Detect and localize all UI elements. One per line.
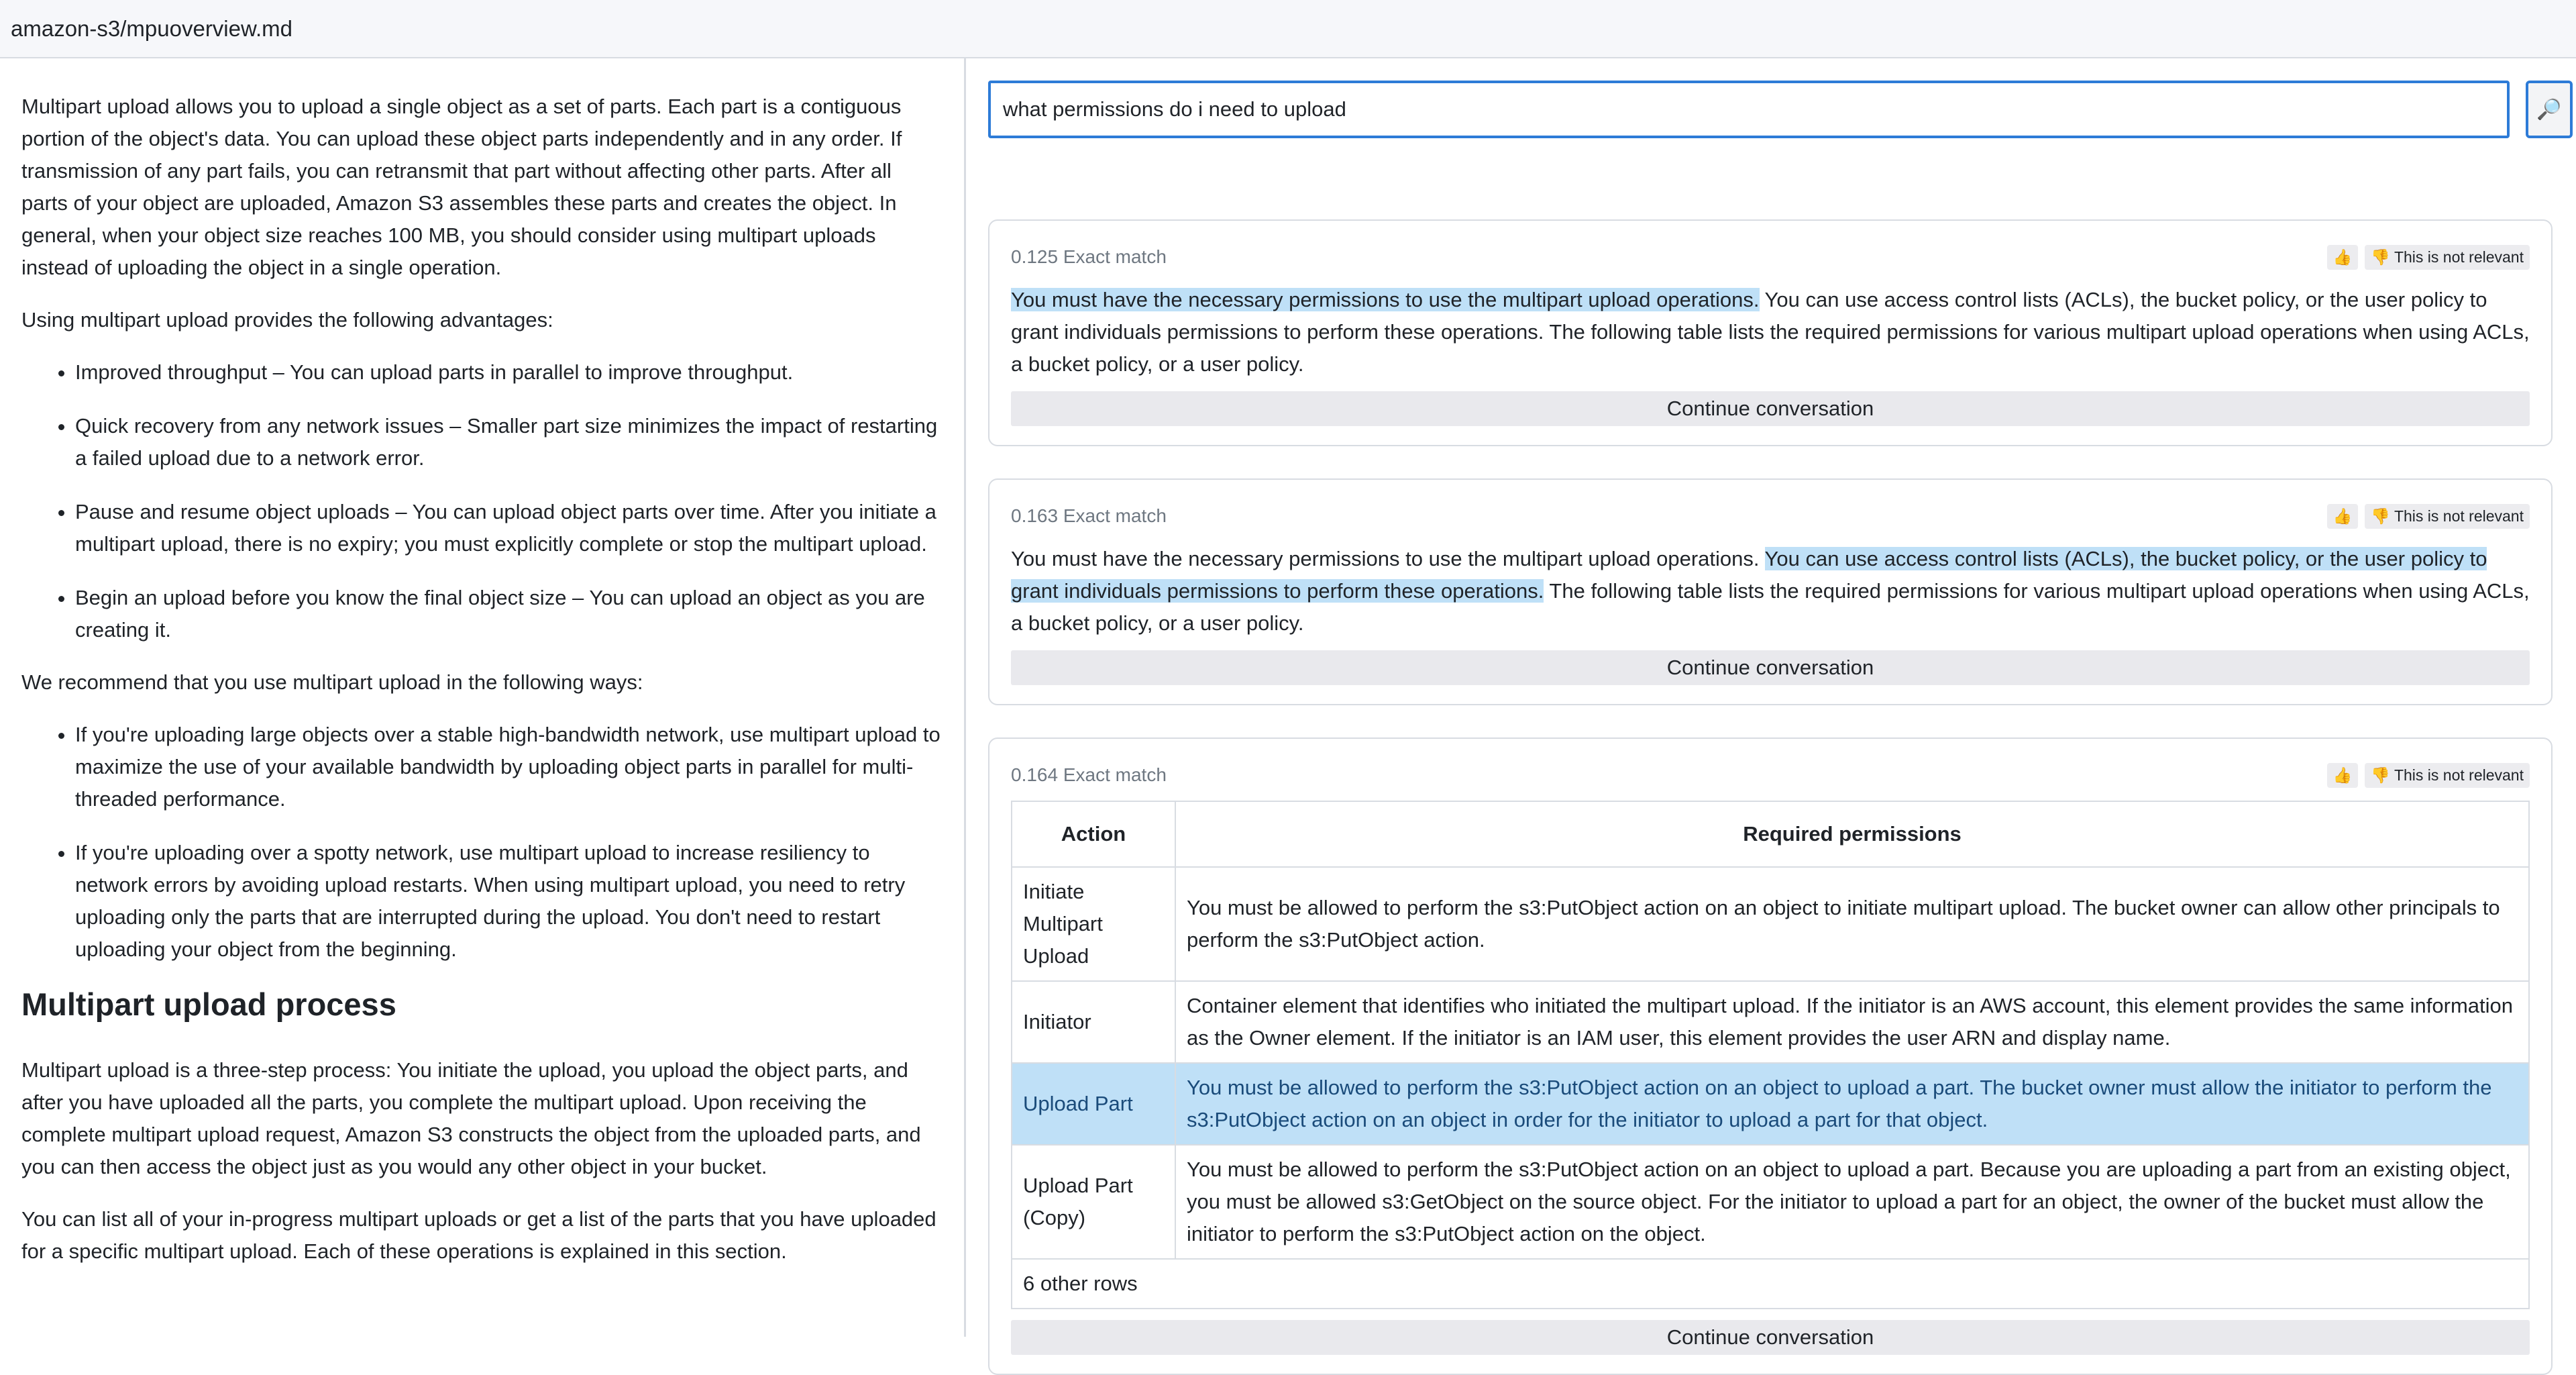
result-text-after: The following table lists the required permissions for various multipart upload operations when using ACLs, a bucket policy, or a user policy. (1011, 579, 2530, 635)
feedback-buttons (2327, 245, 2530, 270)
result-card (988, 737, 2553, 1375)
action-cell: Initiate Multipart Upload (1012, 867, 1175, 981)
permission-cell: You must be allowed to perform the s3:PutObject action on an object to upload a part. Because you are uploading a part from an existing object, you must be allowed s3:GetObject on the source object. For the initiator to upload a part for an object, the owner of the bucket must allow the initiator to perform the s3:PutObject action on the object. (1175, 1145, 2529, 1259)
column-header: Required permissions (1175, 801, 2529, 867)
continue-conversation-button[interactable]: Continue conversation (1011, 1320, 2530, 1355)
advantages-list (21, 356, 943, 646)
title-bar (0, 0, 2576, 58)
list-item: • Improved throughput – You can upload parts in parallel to improve throughput. (75, 356, 943, 389)
highlighted-match: You must have the necessary permissions to use the multipart upload operations. (1011, 288, 1760, 311)
other-rows-row[interactable] (1012, 1259, 2529, 1309)
highlighted-match: You can use access control lists (ACLs), the bucket policy, or the user policy to grant individuals permissions to perform these operations. (1011, 547, 2487, 603)
action-cell: Initiator (1012, 981, 1175, 1063)
list-item: • If you're uploading over a spotty network, use multipart upload to increase resiliency to network errors by avoiding upload restarts. When using multipart upload, you need to retry uploading only the parts that are interrupted during the upload. You don't need to restart uploading your object from the beginning. (75, 837, 943, 966)
permission-cell: Container element that identifies who initiated the multipart upload. If the initiator is an AWS account, this element provides the same information as the Owner element. If the initiator is an IAM user, this element provides the user ARN and display name. (1175, 981, 2529, 1063)
permission-cell: You must be allowed to perform the s3:PutObject action on an object to upload a part. The bucket owner must allow the initiator to perform the s3:PutObject action on an object in order for the initiator to upload a part for that object. (1175, 1063, 2529, 1145)
file-path: amazon-s3/mpuoverview.md (11, 15, 293, 41)
section-heading: Multipart upload process (21, 986, 396, 1022)
main-layout (0, 58, 2576, 1349)
result-text (1011, 543, 2530, 640)
document-pane[interactable] (0, 58, 966, 1337)
list-item: • Begin an upload before you know the final object size – You can upload an object as you are creating it. (75, 582, 943, 646)
thumbs-up-button[interactable]: 👍 (2327, 504, 2359, 529)
column-header: Action (1012, 801, 1175, 867)
list-item: • If you're uploading large objects over a stable high-bandwidth network, use multipart upload to maximize the use of your available bandwidth by uploading object parts in parallel for multi-threaded performance. (75, 719, 943, 815)
feedback-buttons (2327, 763, 2530, 788)
table-row (1012, 867, 2529, 981)
advantages-intro: Using multipart upload provides the following advantages: (21, 308, 553, 332)
table-row (1012, 981, 2529, 1063)
continue-conversation-button[interactable]: Continue conversation (1011, 391, 2530, 426)
result-text (1011, 284, 2530, 380)
list-item: • Quick recovery from any network issues – Smaller part size minimizes the impact of restarting a failed upload due to a network error. (75, 410, 943, 474)
thumbs-up-button[interactable]: 👍 (2327, 763, 2359, 788)
permissions-table (1011, 801, 2530, 1309)
result-card (988, 478, 2553, 705)
action-cell: Upload Part (Copy) (1012, 1145, 1175, 1259)
results-pane[interactable] (968, 58, 2576, 1349)
list-item: • Pause and resume object uploads – You can upload object parts over time. After you initiate a multipart upload, there is no expiry; you must explicitly complete or stop the multipart upload. (75, 496, 943, 560)
recommend-intro: We recommend that you use multipart upload in the following ways: (21, 670, 643, 694)
search-input[interactable] (988, 81, 2510, 138)
recommendations-list (21, 719, 943, 966)
match-score: 0.163 Exact match (1011, 505, 1167, 526)
table-header-row (1012, 801, 2529, 867)
match-score: 0.125 Exact match (1011, 246, 1167, 267)
match-score: 0.164 Exact match (1011, 764, 1167, 785)
search-button[interactable] (2526, 81, 2573, 138)
process-text: Multipart upload is a three-step process: You initiate the upload, you upload the object parts, and after you have uploaded all the parts, you complete the multipart upload. Upon receiving the complete multipart upload request, Amazon S3 constructs the object from the uploaded parts, and you can then access the object just as you would any other object in your bucket. (21, 1058, 921, 1178)
result-card (988, 219, 2553, 446)
magnifier-icon: 🔎 (2536, 98, 2562, 121)
other-rows-label[interactable]: 6 other rows (1012, 1259, 2529, 1309)
action-cell: Upload Part (1012, 1063, 1175, 1145)
continue-conversation-button[interactable]: Continue conversation (1011, 650, 2530, 685)
result-text-before: You must have the necessary permissions to use the multipart upload operations. (1011, 547, 1765, 570)
result-text-after: You can use access control lists (ACLs), the bucket policy, or the user policy to grant individuals permissions to perform these operations. The following table lists the required permissions for various multipart upload operations when using ACLs, a bucket policy, or a user policy. (1011, 288, 2530, 376)
doc-intro: Multipart upload allows you to upload a single object as a set of parts. Each part is a contiguous portion of the object's data. You can upload these object parts independently and in any order. If transmission of any part fails, you can retransmit that part without affecting other parts. After all parts of your object are uploaded, Amazon S3 assembles these parts and creates the object. In general, when your object size reaches 100 MB, you should consider using multipart uploads instead of uploading the object in a single operation. (21, 95, 902, 279)
permission-cell: You must be allowed to perform the s3:PutObject action on an object to initiate multipart upload. The bucket owner can allow other principals to perform the s3:PutObject action. (1175, 867, 2529, 981)
not-relevant-button[interactable]: 👎 This is not relevant (2365, 245, 2530, 270)
list-text: You can list all of your in-progress multipart uploads or get a list of the parts that you have uploaded for a specific multipart upload. Each of these operations is explained in this section. (21, 1207, 936, 1263)
table-row-highlighted (1012, 1063, 2529, 1145)
thumbs-up-button[interactable]: 👍 (2327, 245, 2359, 270)
feedback-buttons (2327, 504, 2530, 529)
table-row (1012, 1145, 2529, 1259)
not-relevant-button[interactable]: 👎 This is not relevant (2365, 763, 2530, 788)
not-relevant-button[interactable]: 👎 This is not relevant (2365, 504, 2530, 529)
